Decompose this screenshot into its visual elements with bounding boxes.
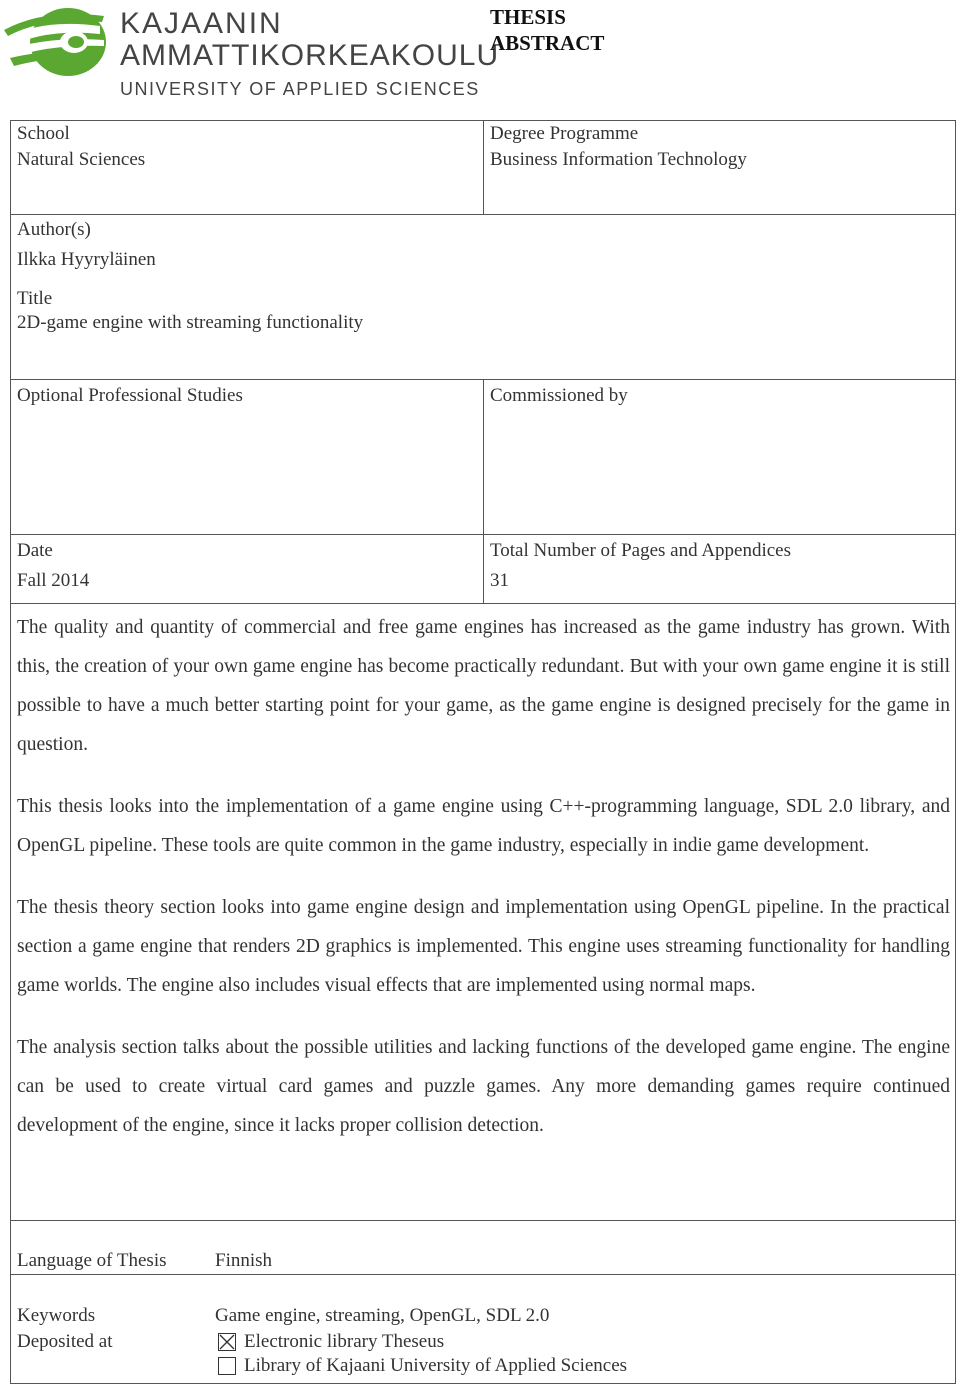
deposit-option-label: Electronic library Theseus — [244, 1331, 445, 1352]
deposit-option-checkbox-checked[interactable] — [218, 1333, 236, 1351]
keywords-label: Keywords — [17, 1305, 96, 1326]
author-value: Ilkka Hyyryläinen — [17, 249, 156, 270]
pages-value: 31 — [490, 570, 509, 591]
logo-line-2: AMMATTIKORKEAKOULU — [120, 39, 500, 72]
abstract-paragraph: The thesis theory section looks into game engine design and implementation using OpenGL pipeline. In the practical section a game engine that renders 2D graphics is implemented. This engine uses streaming functionality for handling game worlds. The engine also includes visual effects that are implemented using normal maps. — [17, 897, 950, 996]
abstract-paragraph: The quality and quantity of commercial and free game engines has increased as the game industry has grown. With this, the creation of your own game engine has become practically redundant. But with your own game engine it is still possible to have a much better starting point for your game, as the game engine is designed precisely for the game in question. — [17, 617, 950, 755]
document-type — [490, 4, 604, 56]
degree-programme-label: Degree Programme — [490, 123, 639, 144]
document-type-line-1: THESIS — [490, 5, 566, 29]
divider — [10, 1274, 956, 1275]
title-value: 2D-game engine with streaming functionality — [17, 312, 364, 333]
logo-line-3: UNIVERSITY OF APPLIED SCIENCES — [120, 79, 480, 99]
divider — [10, 1220, 956, 1221]
deposit-option-checkbox[interactable] — [218, 1357, 236, 1375]
degree-programme-value: Business Information Technology — [490, 149, 747, 170]
date-value: Fall 2014 — [17, 570, 90, 591]
deposit-option-label: Library of Kajaani University of Applied Sciences — [244, 1355, 628, 1376]
date-label: Date — [17, 540, 53, 561]
column-divider — [483, 120, 484, 215]
optional-studies-label: Optional Professional Studies — [17, 385, 243, 406]
logo-wordmark — [120, 8, 499, 102]
deposited-label: Deposited at — [17, 1331, 113, 1352]
logo-line-1: KAJAANIN — [120, 7, 283, 40]
commissioned-by-label: Commissioned by — [490, 385, 628, 406]
abstract-paragraph: This thesis looks into the implementation of a game engine using C++-programming language, SDL 2.0 library, and OpenGL pipeline. These tools are quite common in the game industry, especially in indie game development. — [17, 796, 950, 856]
document-type-line-2: ABSTRACT — [490, 31, 605, 55]
pages-label: Total Number of Pages and Appendices — [490, 540, 792, 561]
abstract-paragraph: The analysis section talks about the possible utilities and lacking functions of the developed game engine. The engine can be used to create virtual card games and puzzle games. Any more demanding games require continued development of the engine, since it lacks proper collision detection. — [17, 1037, 950, 1136]
abstract-body — [17, 608, 950, 1168]
author-label: Author(s) — [17, 219, 91, 240]
title-label: Title — [17, 288, 53, 309]
keywords-value: Game engine, streaming, OpenGL, SDL 2.0 — [215, 1305, 550, 1326]
school-label: School — [17, 123, 70, 144]
column-divider — [483, 379, 484, 604]
language-value: Finnish — [215, 1250, 273, 1271]
school-value: Natural Sciences — [17, 149, 146, 170]
logo-swoosh-icon — [0, 0, 112, 90]
language-label: Language of Thesis — [17, 1250, 167, 1271]
check-x-icon — [219, 1334, 235, 1350]
